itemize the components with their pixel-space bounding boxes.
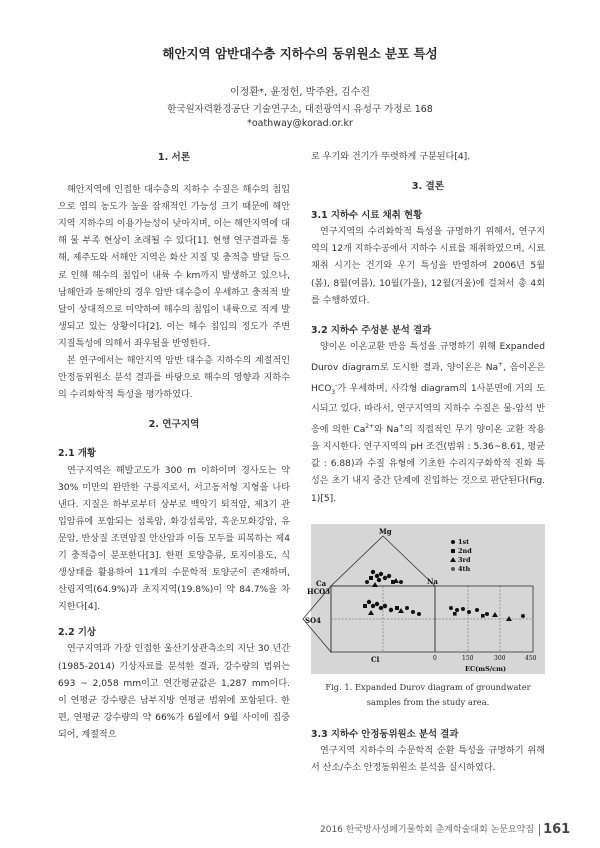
label-na: Na [427,576,438,586]
legend-3rd: 3rd [458,555,471,564]
label-mg: Mg [379,526,392,536]
section-2-2-title: 2.2 기상 [58,627,96,639]
tick-150: 150 [462,654,474,662]
right-column [305,149,546,777]
left-column [58,149,290,744]
intro-paragraph-1: 해안지역에 인접한 대수층의 지하수 수질은 해수의 침입으로 염의 농도가 높을 잠재적인 가능성 크기 때문에 해안지역 지하수의 이용가능성이 낮아지며, 이는 해안지역에 대해 물 부족 현상이 초래될 수 있다[1]. 현행 연구결과를 통해, 제주도와 서해안 지역은 화산 지질 및 충적층 발달 등으로 인해 해수의 침입이 내륙 수 km까지 발생하고 있으나, 남해안과 동해안의 경우 암반 대수층이 우세하고 충적적 발달이 상대적으로 미약하여 해수의 침입이 내륙으로 적게 발생되고 있는 상황이다[2]. 이는 해수 침입의 정도가 주변 지질특성에 의해서 좌우됨을 반영한다. [58,185,290,349]
triangle-sample-points [365,569,403,586]
continued-paragraph: 로 우기와 건기가 뚜렷하게 구분된다[4]. [311,152,471,162]
email: *oathway@korad.or.kr [247,118,353,129]
label-so4: SO4 [305,615,322,625]
affiliation: 한국원자력환경공단 기술연구소, 대전광역시 유성구 가정로 168 [167,104,433,115]
label-ca: Ca [316,578,327,588]
section-3-3-title: 3.3 지하수 안정동위원소 분석 결과 [311,728,459,740]
page-number: 161 [543,822,571,837]
footer-divider [539,824,540,836]
durov-diagram-figure [305,524,545,674]
footer-text: 2016 한국방사성폐기물학회 춘계학술대회 논문요약집 [320,825,535,835]
paper-title: 해안지역 암반대수층 지하수의 동위원소 분포 특성 [162,46,438,61]
authors: 이정환*, 윤정헌, 박주완, 김수진 [230,87,370,98]
tick-300: 300 [494,654,506,662]
square-sample-points [363,599,421,615]
isotope-paragraph: 연구지역 지하수의 수문학적 순환 특성을 규명하기 위해서 산소/수소 안정동위원소 분석을 실시하였다. [311,745,545,773]
label-hco3: HCO3 [307,586,331,596]
section-2-title: 2. 연구지역 [148,419,200,431]
label-cl: Cl [371,654,380,664]
legend [450,538,472,573]
intro-paragraph-2: 본 연구에서는 해안지역 암반 대수층 지하수의 계절적인 안정동위원소 분석 결과를 바탕으로 해수의 영향과 지하수의 수리화학적 특성을 평가하였다. [58,356,290,401]
section-1-title: 1. 서론 [157,152,191,163]
tick-0: 0 [433,654,437,662]
figure-caption: Fig. 1. Expanded Durov diagram of groundwater samples from the study area. [325,681,531,707]
x-axis-label: EC(mS/cm) [465,664,507,673]
legend-1st: 1st [458,537,470,546]
legend-4th: 4th [458,564,471,573]
climate-paragraph: 연구지역과 가장 인접한 울산기상관측소의 지난 30 년간(1985-2014) 기상자료를 분석한 결과, 강수량의 범위는 693 ~ 2,058 mm이고 연간평균값은 1,287 mm이다. 이 연평균 강수량은 남부지방 연평균 범위에 포함된다. 한편, 연평균 강수량의 약 66%가 6월에서 9월 사이에 집중되어, 계절적으 [58,644,290,740]
tick-450: 450 [525,654,537,662]
legend-2nd: 2nd [458,546,472,555]
section-3-title: 3. 결론 [411,181,445,193]
section-3-2-title: 3.2 지하수 주성분 분석 결과 [311,324,432,336]
overview-paragraph: 연구지역은 해발고도가 300 m 이하이며 경사도는 약 30% 미만의 완만한 구릉지로서, 서고동저형 지형을 나타낸다. 지질은 하부로부터 상부로 백악기 퇴적암, 제3기 관입암류에 포함되는 섬록암, 화강섬록암, 흑운모화강암, 유문암, 반상질 조면암질 안산암과 이들 모두를 피복하는 제4기 충적층이 분포한다[3]. 한편 토양층류, 토지이용도, 식생상태를 활용하여 11개의 수문학적 토양군이 존재하며, 산림지역(64.9%)과 초지지역(19.8%)이 약 84.7%을 차지한다[4]. [58,465,290,613]
major-ion-paragraph: 양이온 이온교환 반응 특성을 규명하기 위해 Expanded Durov diagram로 도시한 결과, 양이온은 Na+, 음이온은 $HCO_3^-$가 우세하며, 사각형 diagram의 1사분면에 거의 도시되고 있다. 따라서, 연구지역의 지하수 수질은 물-암석 반응에 의한 $Ca^{2+}$와 Na+의 직접적인 무기 양이온 교환 작용을 지시한다. 연구지역의 pH 조건(범위 : 5.36~8.61, 평균값 : 6.88)과 수질 유형에 기초한 수리지구화학적 진화 특성은 초기 내지 중간 단계에 진입하는 것으로 판단된다(Fig. 1)[5]. [311,341,546,504]
section-3-1-title: 3.1 지하수 시료 채취 현황 [311,210,423,222]
section-2-1-title: 2.1 개황 [58,448,96,460]
page-footer [320,822,570,837]
durov-diagram [305,524,545,674]
sampling-paragraph: 연구지역의 수리화학적 특성을 규명하기 위해서, 연구지역의 12개 지하수공에서 지하수 시료를 채취하였으며, 시료채취 시기는 건기와 우기 특성을 반영하여 2006년 5월(봄), 8월(여름), 10월(가을), 12월(겨울)에 걸쳐서 총 4회를 수행하였다. [311,227,545,306]
